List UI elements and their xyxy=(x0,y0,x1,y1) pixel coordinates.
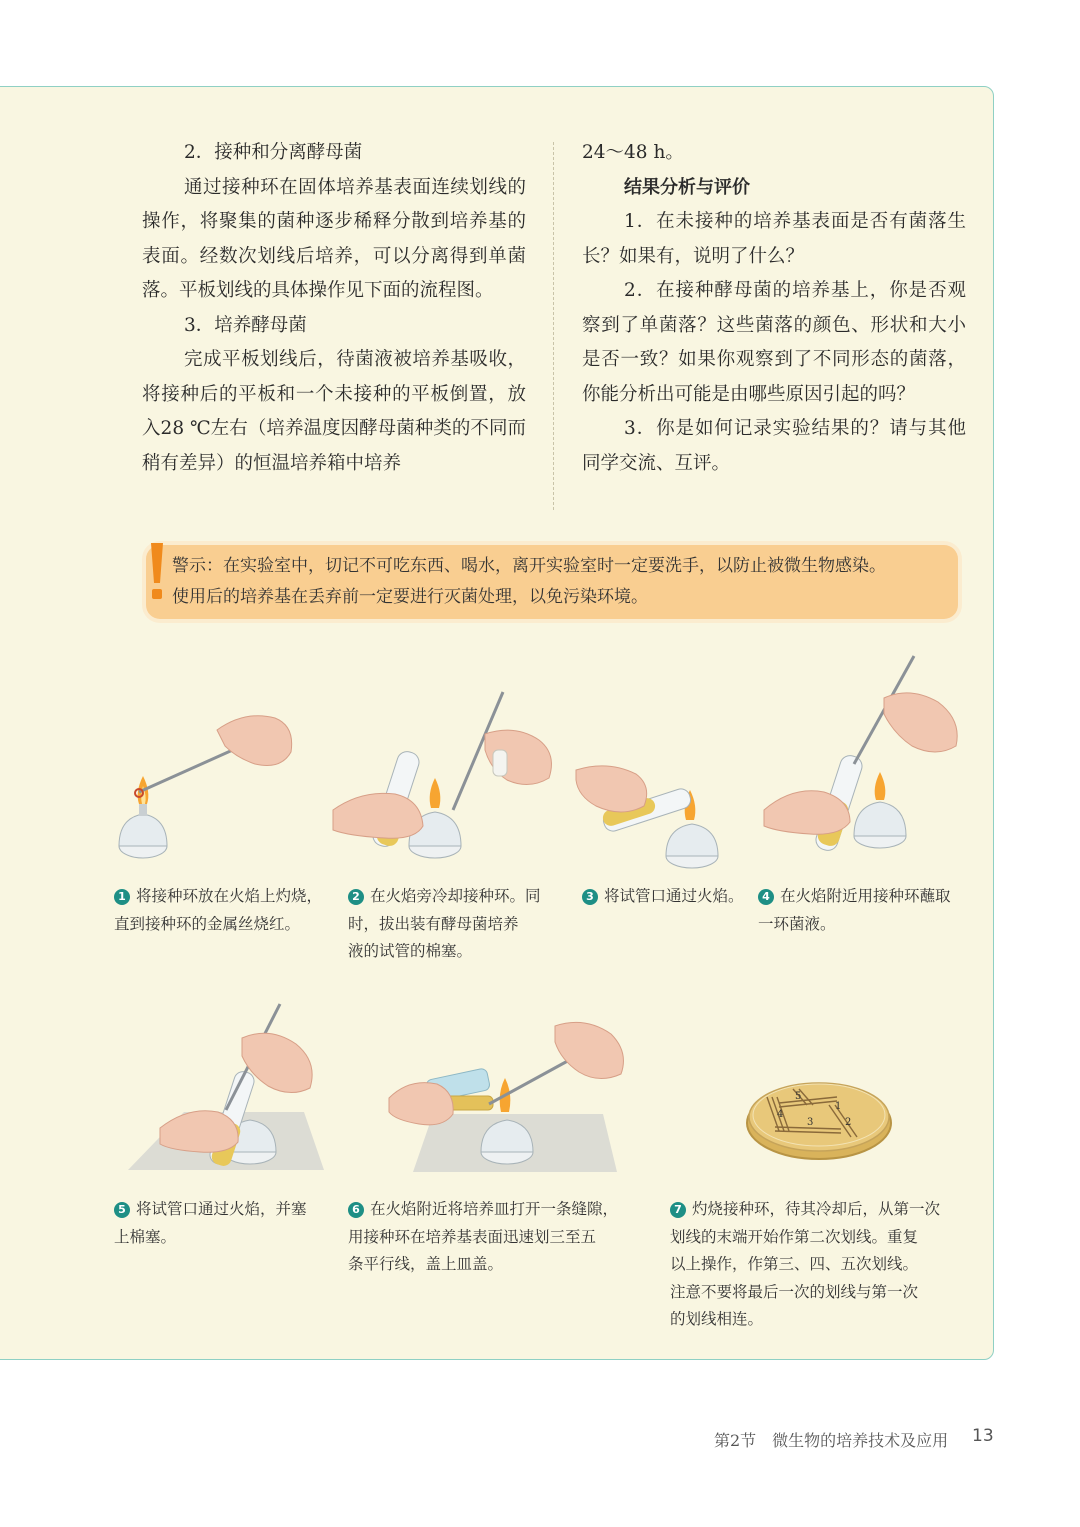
step-3-number: 3 xyxy=(582,889,598,905)
page-number: 13 xyxy=(972,1426,994,1446)
step-5-text: 将试管口通过火焰，并塞 上棉塞。 xyxy=(114,1200,307,1246)
paragraph-inoculate: 通过接种环在固体培养基表面连续划线的操作，将聚集的菌种逐步稀释分散到培养基的表面。经数次划线后培养，可以分离得到单菌落。平板划线的具体操作见下面的流程图。 xyxy=(142,176,526,301)
step-6-text: 在火焰附近将培养皿打开一条缝隙， 用接种环在培养基表面迅速划三至五 条平行线，盖上皿盖。 xyxy=(348,1200,619,1273)
warning-line-2: 使用后的培养基在丢弃前一定要进行灭菌处理，以免污染环境。 xyxy=(172,587,648,607)
warning-text xyxy=(172,551,952,613)
left-column xyxy=(142,136,526,481)
step-1-number: 1 xyxy=(114,889,130,905)
step-2-number: 2 xyxy=(348,889,364,905)
question-2: 2．在接种酵母菌的培养基上，你是否观察到了单菌落？这些菌落的颜色、形状和大小是否一致？如果你观察到了不同形态的菌落，你能分析出可能是由哪些原因引起的吗？ xyxy=(582,280,966,405)
step-5-illustration xyxy=(124,1000,329,1175)
petri-dish-illustration xyxy=(745,1075,893,1161)
question-3: 3．你是如何记录实验结果的？请与其他同学交流、互评。 xyxy=(582,418,966,474)
step-3-caption xyxy=(582,883,752,911)
question-1: 1．在未接种的培养基表面是否有菌落生长？如果有，说明了什么？ xyxy=(582,211,966,267)
step-4-text: 在火焰附近用接种环蘸取 一环菌液。 xyxy=(758,887,951,933)
step-3-text: 将试管口通过火焰。 xyxy=(604,887,744,905)
step-5-caption xyxy=(114,1196,329,1251)
step-4-number: 4 xyxy=(758,889,774,905)
section-title: 结果分析与评价 xyxy=(624,176,750,198)
step-2-illustration xyxy=(325,690,560,870)
dish-label-4: 4 xyxy=(777,1109,784,1120)
step-6-number: 6 xyxy=(348,1202,364,1218)
step-1-illustration xyxy=(105,700,305,870)
paragraph-culture: 完成平板划线后，待菌液被培养基吸收，将接种后的平板和一个未接种的平板倒置，放入28 ℃左右（培养温度因酵母菌种类的不同而稍有差异）的恒温培养箱中培养 xyxy=(142,349,526,474)
warning-line-1: 警示：在实验室中，切记不可吃东西、喝水，离开实验室时一定要洗手，以防止被微生物感染。 xyxy=(172,556,886,576)
right-column xyxy=(582,136,966,481)
dish-label-3: 3 xyxy=(807,1117,814,1128)
step-5-number: 5 xyxy=(114,1202,130,1218)
dish-label-2: 2 xyxy=(845,1117,852,1128)
step-6-illustration xyxy=(385,1012,630,1177)
step-1-caption xyxy=(114,883,329,938)
step-1-text: 将接种环放在火焰上灼烧， 直到接种环的金属丝烧红。 xyxy=(114,887,323,933)
dish-label-1: 1 xyxy=(835,1101,842,1112)
exclamation-icon xyxy=(146,541,168,603)
heading-inoculate: 2．接种和分离酵母菌 xyxy=(184,142,363,163)
step-3-illustration xyxy=(572,760,742,875)
dish-label-5: 5 xyxy=(795,1091,802,1102)
step-4-caption xyxy=(758,883,973,938)
step-4-illustration xyxy=(760,650,970,865)
step-7-caption xyxy=(670,1196,970,1334)
step-7-number: 7 xyxy=(670,1202,686,1218)
heading-culture: 3．培养酵母菌 xyxy=(184,314,307,336)
continuation-text: 24～48 h。 xyxy=(582,142,684,163)
step-6-caption xyxy=(348,1196,648,1279)
footer-section-title: 第2节 微生物的培养技术及应用 xyxy=(714,1431,949,1450)
step-2-text: 在火焰旁冷却接种环。同 时，拔出装有酵母菌培养 液的试管的棉塞。 xyxy=(348,887,541,960)
step-7-text: 灼烧接种环，待其冷却后，从第一次 划线的末端开始作第二次划线。重复 以上操作，作第三、四、五次划线。 注意不要将最后一次的划线与第一次 的划线相连。 xyxy=(670,1200,941,1328)
step-2-caption xyxy=(348,883,563,966)
column-divider xyxy=(553,142,554,510)
